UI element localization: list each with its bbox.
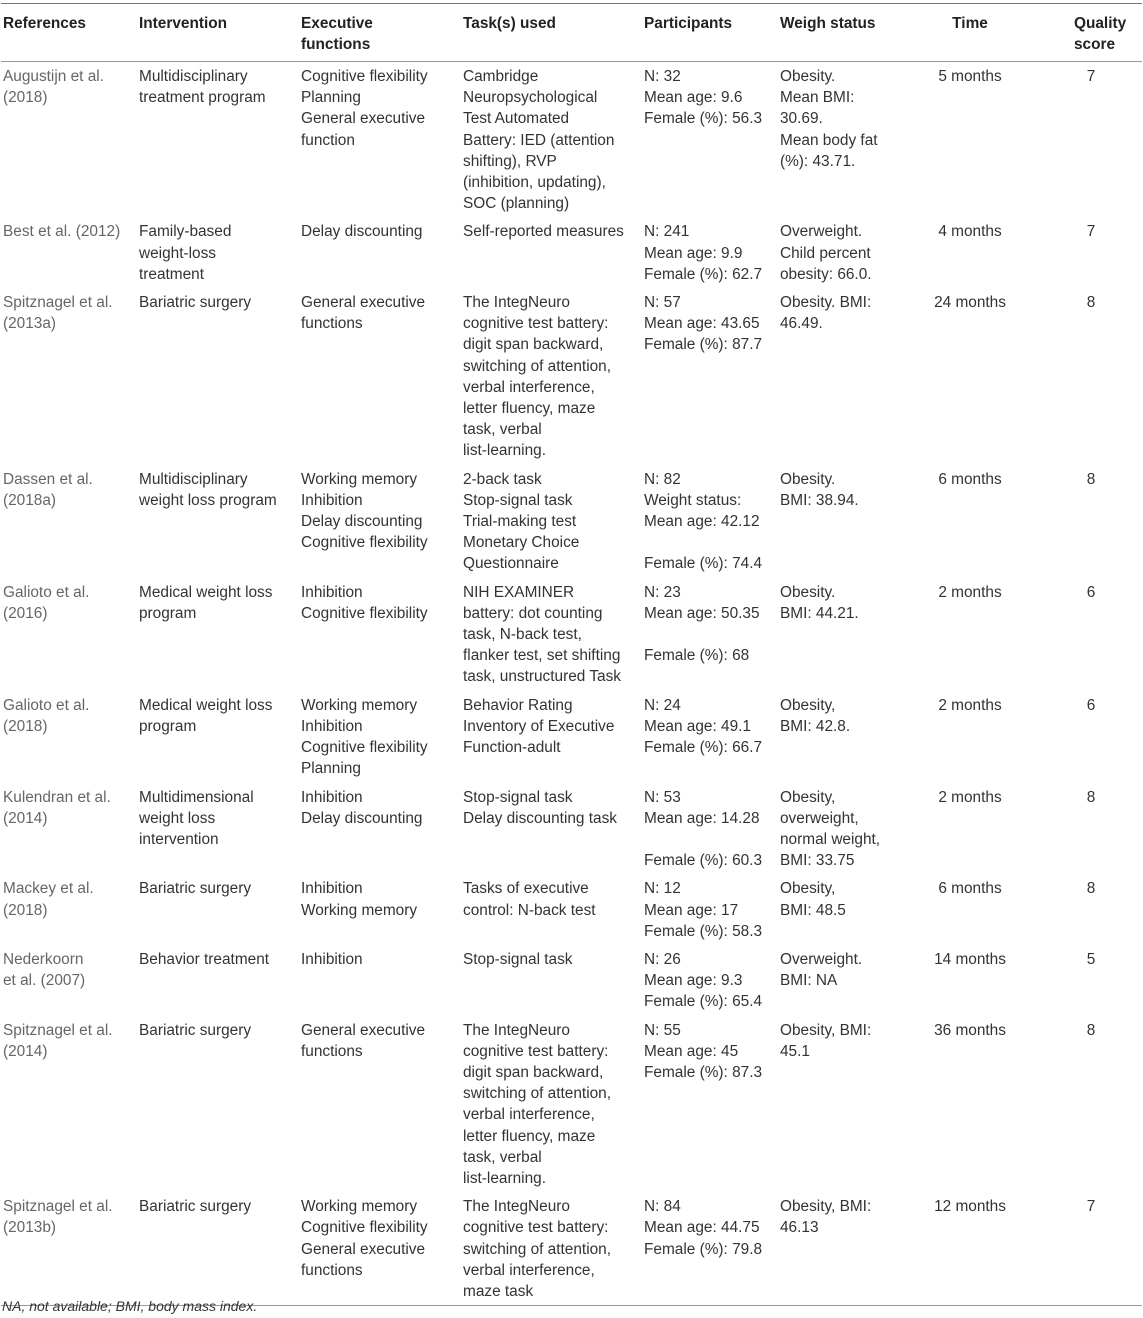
cell-time: 24 months bbox=[934, 294, 1006, 312]
cell-reference bbox=[1, 288, 137, 465]
cell-line: Bariatric surgery bbox=[139, 294, 252, 312]
cell-intervention bbox=[137, 578, 299, 691]
cell-line: N: 82 bbox=[644, 470, 681, 488]
header-time: Time bbox=[952, 15, 988, 32]
cell-line: (2016) bbox=[3, 604, 48, 622]
cell-line: treatment program bbox=[139, 89, 266, 107]
studies-table bbox=[1, 3, 1142, 1306]
cell-line: (2018a) bbox=[3, 491, 57, 509]
cell-tasks-used bbox=[461, 1016, 642, 1193]
cell-time: 2 months bbox=[938, 788, 1002, 806]
cell-line: Cognitive flexibility bbox=[301, 739, 428, 757]
cell-line: switching of attention, bbox=[463, 1240, 612, 1258]
cell-weigh-status bbox=[778, 945, 904, 1016]
cell-reference bbox=[1, 465, 137, 578]
cell-executive-functions bbox=[299, 1192, 461, 1306]
cell-line: letter fluency, maze bbox=[463, 1127, 596, 1145]
cell-line: Female (%): 87.3 bbox=[644, 1063, 763, 1081]
cell-participants bbox=[642, 1192, 778, 1306]
cell-line: The IntegNeuro bbox=[463, 294, 570, 312]
cell-line: Galioto et al. bbox=[3, 583, 90, 601]
cell-line: functions bbox=[301, 1261, 363, 1279]
cell-line: Cambridge bbox=[463, 68, 539, 85]
cell-line: battery: dot counting bbox=[463, 604, 603, 622]
cell-line: Child percent bbox=[780, 244, 871, 262]
cell-line: normal weight, bbox=[780, 830, 881, 848]
cell-line: list-learning. bbox=[463, 1169, 546, 1187]
cell-reference bbox=[1, 1192, 137, 1306]
cell-participants bbox=[642, 465, 778, 578]
cell-line: Self-reported measures bbox=[463, 223, 624, 241]
cell-line: overweight, bbox=[780, 809, 859, 827]
cell-line: flanker test, set shifting bbox=[463, 647, 621, 665]
cell-line: Obesity, bbox=[780, 880, 836, 898]
header-references: References bbox=[3, 15, 86, 32]
cell-line: Best et al. (2012) bbox=[3, 223, 121, 241]
cell-line: Overweight. bbox=[780, 223, 863, 241]
cell-line: Mean age: 9.6 bbox=[644, 89, 743, 107]
cell-line: Mean BMI: bbox=[780, 89, 855, 107]
cell-line: Delay discounting bbox=[301, 809, 423, 827]
cell-line: Weight status: bbox=[644, 491, 742, 509]
cell-time: 12 months bbox=[934, 1198, 1006, 1216]
header-executive-functions: Executive functions bbox=[301, 15, 373, 53]
cell-line: weight-loss bbox=[139, 244, 216, 262]
cell-quality-score: 7 bbox=[1086, 68, 1096, 85]
cell-weigh-status bbox=[778, 1192, 904, 1306]
cell-line: maze task bbox=[463, 1282, 534, 1300]
cell-line: Female (%): 56.3 bbox=[644, 110, 763, 128]
cell-quality-score: 6 bbox=[1086, 583, 1096, 601]
cell-line: Trial-making test bbox=[463, 513, 577, 531]
cell-line: Stop-signal task bbox=[463, 788, 573, 806]
cell-time: 36 months bbox=[934, 1021, 1006, 1039]
cell-line: (2018) bbox=[3, 89, 48, 107]
cell-executive-functions bbox=[299, 783, 461, 875]
cell-line: Cognitive flexibility bbox=[301, 1219, 428, 1237]
cell-line: Female (%): 60.3 bbox=[644, 852, 763, 870]
cell-line: Battery: IED (attention bbox=[463, 131, 615, 149]
cell-weigh-status bbox=[778, 465, 904, 578]
cell-line: cognitive test battery: bbox=[463, 315, 609, 333]
cell-reference bbox=[1, 691, 137, 783]
cell-line: Inventory of Executive bbox=[463, 717, 615, 735]
cell-line: Spitznagel et al. bbox=[3, 294, 113, 312]
cell-line bbox=[644, 829, 778, 850]
cell-executive-functions bbox=[299, 465, 461, 578]
cell-line: Spitznagel et al. bbox=[3, 1198, 113, 1216]
cell-line: program bbox=[139, 717, 197, 735]
cell-weigh-status bbox=[778, 783, 904, 875]
cell-line: Overweight. bbox=[780, 950, 863, 968]
cell-quality-score: 7 bbox=[1086, 1198, 1096, 1216]
cell-line: Cognitive flexibility bbox=[301, 534, 428, 552]
cell-participants bbox=[642, 217, 778, 288]
cell-participants bbox=[642, 62, 778, 218]
cell-line: The IntegNeuro bbox=[463, 1198, 570, 1216]
cell-line: Multidimensional bbox=[139, 788, 254, 806]
cell-line: Dassen et al. bbox=[3, 470, 93, 488]
cell-line: Mean age: 50.35 bbox=[644, 604, 760, 622]
cell-intervention bbox=[137, 874, 299, 945]
cell-line: The IntegNeuro bbox=[463, 1021, 570, 1039]
cell-line: task, verbal bbox=[463, 421, 542, 439]
cell-weigh-status bbox=[778, 288, 904, 465]
cell-line: verbal interference, bbox=[463, 378, 595, 396]
cell-line: Obesity. bbox=[780, 583, 836, 601]
cell-line: digit span backward, bbox=[463, 1063, 604, 1081]
cell-line: Tasks of executive bbox=[463, 880, 589, 898]
cell-line: Neuropsychological bbox=[463, 89, 598, 107]
cell-line: Working memory bbox=[301, 696, 418, 714]
cell-line: Obesity, BMI: bbox=[780, 1021, 872, 1039]
cell-quality-score: 7 bbox=[1086, 223, 1096, 241]
cell-line: (2014) bbox=[3, 1042, 48, 1060]
cell-tasks-used bbox=[461, 945, 642, 1016]
cell-line: Obesity. bbox=[780, 470, 836, 488]
cell-line: BMI: 42.8. bbox=[780, 717, 851, 735]
cell-line: General executive bbox=[301, 1021, 426, 1039]
cell-line bbox=[644, 624, 778, 645]
cell-quality-score: 8 bbox=[1086, 788, 1096, 806]
cell-reference bbox=[1, 62, 137, 218]
cell-line: Female (%): 74.4 bbox=[644, 555, 763, 573]
cell-line: list-learning. bbox=[463, 442, 546, 460]
cell-line: Obesity. bbox=[780, 68, 836, 85]
cell-line: functions bbox=[301, 315, 363, 333]
cell-line: functions bbox=[301, 1042, 363, 1060]
cell-line: Inhibition bbox=[301, 950, 363, 968]
header-quality-score: Quality score bbox=[1074, 15, 1127, 53]
cell-line: Multidisciplinary bbox=[139, 470, 248, 488]
cell-line: treatment bbox=[139, 265, 205, 283]
cell-line: (2013b) bbox=[3, 1219, 57, 1237]
cell-time: 14 months bbox=[934, 950, 1006, 968]
cell-line: 30.69. bbox=[780, 110, 823, 128]
cell-weigh-status bbox=[778, 691, 904, 783]
cell-line: General executive bbox=[301, 110, 426, 128]
cell-line: (2018) bbox=[3, 901, 48, 919]
cell-line: Inhibition bbox=[301, 880, 363, 898]
cell-line: N: 241 bbox=[644, 223, 690, 241]
cell-line: et al. (2007) bbox=[3, 972, 86, 990]
cell-time: 4 months bbox=[938, 223, 1002, 241]
cell-weigh-status bbox=[778, 217, 904, 288]
cell-line: Inhibition bbox=[301, 583, 363, 601]
table-row bbox=[1, 691, 1142, 783]
cell-line: (inhibition, updating), bbox=[463, 174, 606, 192]
cell-line: intervention bbox=[139, 830, 219, 848]
cell-line: Behavior treatment bbox=[139, 950, 270, 968]
cell-line: Kulendran et al. bbox=[3, 788, 111, 806]
table-row bbox=[1, 578, 1142, 691]
cell-reference bbox=[1, 578, 137, 691]
cell-line: Female (%): 87.7 bbox=[644, 336, 763, 354]
cell-quality-score: 8 bbox=[1086, 1021, 1096, 1039]
cell-line: verbal interference, bbox=[463, 1261, 595, 1279]
cell-reference bbox=[1, 783, 137, 875]
cell-line: Spitznagel et al. bbox=[3, 1021, 113, 1039]
cell-participants bbox=[642, 691, 778, 783]
cell-line: shifting), RVP bbox=[463, 152, 557, 170]
cell-line: Test Automated bbox=[463, 110, 570, 128]
cell-intervention bbox=[137, 1016, 299, 1193]
cell-weigh-status bbox=[778, 1016, 904, 1193]
cell-weigh-status bbox=[778, 578, 904, 691]
cell-time: 6 months bbox=[938, 880, 1002, 898]
cell-line: N: 26 bbox=[644, 950, 681, 968]
cell-line: N: 57 bbox=[644, 294, 681, 312]
cell-line: Function-adult bbox=[463, 739, 561, 757]
cell-quality-score: 6 bbox=[1086, 696, 1096, 714]
cell-line: Medical weight loss bbox=[139, 696, 273, 714]
cell-weigh-status bbox=[778, 874, 904, 945]
cell-participants bbox=[642, 288, 778, 465]
cell-line: BMI: NA bbox=[780, 972, 838, 990]
cell-line: task, unstructured Task bbox=[463, 668, 621, 686]
table-row bbox=[1, 783, 1142, 875]
cell-participants bbox=[642, 578, 778, 691]
cell-tasks-used bbox=[461, 465, 642, 578]
table-row bbox=[1, 217, 1142, 288]
cell-line: Planning bbox=[301, 89, 361, 107]
cell-intervention bbox=[137, 62, 299, 218]
table-row bbox=[1, 945, 1142, 1016]
cell-line: N: 12 bbox=[644, 880, 681, 898]
cell-line: Mean age: 14.28 bbox=[644, 809, 760, 827]
cell-tasks-used bbox=[461, 1192, 642, 1306]
cell-line: N: 32 bbox=[644, 68, 681, 85]
cell-time: 2 months bbox=[938, 696, 1002, 714]
cell-line: SOC (planning) bbox=[463, 195, 570, 213]
cell-line: Cognitive flexibility bbox=[301, 604, 428, 622]
cell-tasks-used bbox=[461, 874, 642, 945]
cell-line: Questionnaire bbox=[463, 555, 559, 573]
cell-line: Obesity, bbox=[780, 788, 836, 806]
cell-line: Mean body fat bbox=[780, 131, 878, 149]
cell-line: Mean age: 17 bbox=[644, 901, 739, 919]
cell-quality-score: 8 bbox=[1086, 470, 1096, 488]
cell-line: Mean age: 44.75 bbox=[644, 1219, 760, 1237]
cell-line: obesity: 66.0. bbox=[780, 265, 872, 283]
cell-executive-functions bbox=[299, 945, 461, 1016]
table-row bbox=[1, 62, 1142, 218]
cell-intervention bbox=[137, 217, 299, 288]
cell-intervention bbox=[137, 465, 299, 578]
cell-line: BMI: 33.75 bbox=[780, 852, 855, 870]
table-row bbox=[1, 288, 1142, 465]
cell-line: General executive bbox=[301, 1240, 426, 1258]
cell-line: Mean age: 43.65 bbox=[644, 315, 760, 333]
cell-tasks-used bbox=[461, 578, 642, 691]
cell-line: Obesity, BMI: bbox=[780, 1198, 872, 1216]
cell-intervention bbox=[137, 288, 299, 465]
cell-executive-functions bbox=[299, 578, 461, 691]
cell-intervention bbox=[137, 945, 299, 1016]
cell-line: Delay discounting task bbox=[463, 809, 617, 827]
table-row bbox=[1, 1192, 1142, 1306]
cell-line: N: 23 bbox=[644, 583, 681, 601]
cell-line: switching of attention, bbox=[463, 1085, 612, 1103]
cell-line: NIH EXAMINER bbox=[463, 583, 575, 601]
cell-line: digit span backward, bbox=[463, 336, 604, 354]
cell-line: Cognitive flexibility bbox=[301, 68, 428, 85]
cell-line: 46.49. bbox=[780, 315, 823, 333]
cell-quality-score: 8 bbox=[1086, 294, 1096, 312]
cell-executive-functions bbox=[299, 217, 461, 288]
cell-line: 45.1 bbox=[780, 1042, 810, 1060]
cell-line: BMI: 44.21. bbox=[780, 604, 859, 622]
cell-line: Obesity, bbox=[780, 696, 836, 714]
cell-line: Medical weight loss bbox=[139, 583, 273, 601]
cell-reference bbox=[1, 217, 137, 288]
cell-tasks-used bbox=[461, 691, 642, 783]
cell-line: Family-based bbox=[139, 223, 232, 241]
cell-line: Behavior Rating bbox=[463, 696, 573, 714]
cell-line: Working memory bbox=[301, 1198, 418, 1216]
cell-line: Delay discounting bbox=[301, 513, 423, 531]
cell-participants bbox=[642, 945, 778, 1016]
cell-line: Working memory bbox=[301, 901, 418, 919]
cell-line: cognitive test battery: bbox=[463, 1219, 609, 1237]
table-row bbox=[1, 1016, 1142, 1193]
header-intervention: Intervention bbox=[139, 15, 228, 32]
cell-line: N: 24 bbox=[644, 696, 681, 714]
cell-line: task, N-back test, bbox=[463, 626, 582, 644]
cell-quality-score: 8 bbox=[1086, 880, 1096, 898]
header-weigh-status: Weigh status bbox=[780, 15, 876, 32]
cell-line: Female (%): 68 bbox=[644, 647, 750, 665]
cell-line: Mean age: 9.3 bbox=[644, 972, 743, 990]
cell-line bbox=[644, 532, 778, 553]
cell-line: Bariatric surgery bbox=[139, 1021, 252, 1039]
cell-participants bbox=[642, 874, 778, 945]
cell-tasks-used bbox=[461, 288, 642, 465]
cell-executive-functions bbox=[299, 1016, 461, 1193]
cell-line: (%): 43.71. bbox=[780, 152, 856, 170]
cell-executive-functions bbox=[299, 288, 461, 465]
cell-line: function bbox=[301, 131, 355, 149]
cell-line: Inhibition bbox=[301, 491, 363, 509]
cell-line: Mean age: 9.9 bbox=[644, 244, 743, 262]
table-footnote: NA, not available; BMI, body mass index. bbox=[2, 1298, 258, 1314]
cell-reference bbox=[1, 1016, 137, 1193]
cell-line: task, verbal bbox=[463, 1148, 542, 1166]
cell-line: Female (%): 66.7 bbox=[644, 739, 763, 757]
cell-tasks-used bbox=[461, 217, 642, 288]
cell-line: BMI: 38.94. bbox=[780, 491, 859, 509]
header-participants: Participants bbox=[644, 15, 733, 32]
cell-reference bbox=[1, 945, 137, 1016]
cell-line: Female (%): 79.8 bbox=[644, 1240, 763, 1258]
table-header-row bbox=[1, 4, 1142, 62]
cell-line: Multidisciplinary bbox=[139, 68, 248, 85]
cell-participants bbox=[642, 1016, 778, 1193]
cell-line: (2014) bbox=[3, 809, 48, 827]
cell-line: Inhibition bbox=[301, 717, 363, 735]
cell-line: Mean age: 42.12 bbox=[644, 513, 760, 531]
cell-line: Working memory bbox=[301, 470, 418, 488]
cell-line: Delay discounting bbox=[301, 223, 423, 241]
cell-line: BMI: 48.5 bbox=[780, 901, 846, 919]
cell-intervention bbox=[137, 691, 299, 783]
table-body bbox=[1, 62, 1142, 1306]
cell-tasks-used bbox=[461, 62, 642, 218]
cell-executive-functions bbox=[299, 691, 461, 783]
cell-line: Female (%): 65.4 bbox=[644, 993, 763, 1011]
cell-line: weight loss bbox=[139, 809, 216, 827]
cell-line: 2-back task bbox=[463, 470, 542, 488]
table-row bbox=[1, 465, 1142, 578]
cell-line: Galioto et al. bbox=[3, 696, 90, 714]
cell-line: Stop-signal task bbox=[463, 491, 573, 509]
cell-line: (2018) bbox=[3, 717, 48, 735]
cell-line: Obesity. BMI: bbox=[780, 294, 872, 312]
cell-participants bbox=[642, 783, 778, 875]
cell-line: letter fluency, maze bbox=[463, 400, 596, 418]
cell-intervention bbox=[137, 783, 299, 875]
cell-line: General executive bbox=[301, 294, 426, 312]
cell-line: Female (%): 58.3 bbox=[644, 922, 763, 940]
cell-line: verbal interference, bbox=[463, 1106, 595, 1124]
cell-line: (2013a) bbox=[3, 315, 57, 333]
table-row bbox=[1, 874, 1142, 945]
cell-line: Monetary Choice bbox=[463, 534, 580, 552]
cell-weigh-status bbox=[778, 62, 904, 218]
cell-line: Bariatric surgery bbox=[139, 880, 252, 898]
cell-line: N: 53 bbox=[644, 788, 681, 806]
cell-line: Female (%): 62.7 bbox=[644, 265, 763, 283]
cell-line: cognitive test battery: bbox=[463, 1042, 609, 1060]
cell-line: control: N-back test bbox=[463, 901, 596, 919]
cell-time: 5 months bbox=[938, 68, 1002, 85]
cell-line: N: 84 bbox=[644, 1198, 681, 1216]
cell-line: switching of attention, bbox=[463, 357, 612, 375]
cell-line: program bbox=[139, 604, 197, 622]
cell-line: Mean age: 45 bbox=[644, 1042, 739, 1060]
cell-line: Augustijn et al. bbox=[3, 68, 104, 85]
cell-quality-score: 5 bbox=[1086, 950, 1096, 968]
cell-intervention bbox=[137, 1192, 299, 1306]
cell-executive-functions bbox=[299, 62, 461, 218]
cell-line: Bariatric surgery bbox=[139, 1198, 252, 1216]
cell-time: 6 months bbox=[938, 470, 1002, 488]
cell-tasks-used bbox=[461, 783, 642, 875]
cell-line: weight loss program bbox=[139, 491, 277, 509]
cell-executive-functions bbox=[299, 874, 461, 945]
cell-line: Planning bbox=[301, 760, 361, 778]
cell-time: 2 months bbox=[938, 583, 1002, 601]
cell-line: 46.13 bbox=[780, 1219, 819, 1237]
cell-line: Inhibition bbox=[301, 788, 363, 806]
cell-line: N: 55 bbox=[644, 1021, 681, 1039]
cell-reference bbox=[1, 874, 137, 945]
cell-line: Stop-signal task bbox=[463, 950, 573, 968]
cell-line: Mean age: 49.1 bbox=[644, 717, 751, 735]
cell-line: Mackey et al. bbox=[3, 880, 94, 898]
cell-line: Nederkoorn bbox=[3, 950, 84, 968]
header-tasks-used: Task(s) used bbox=[463, 15, 556, 32]
